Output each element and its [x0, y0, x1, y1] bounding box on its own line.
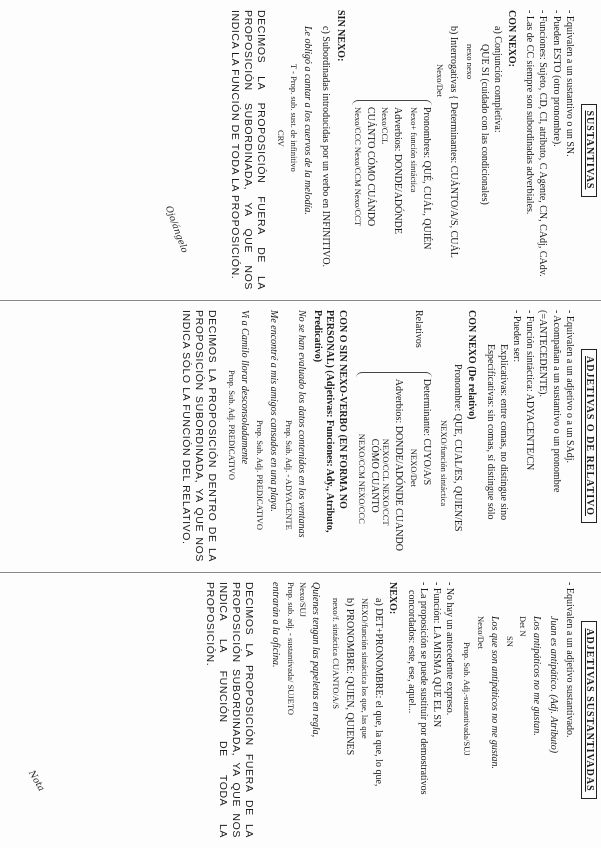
column-adjetivas: [0, 300, 601, 572]
bullet: - Equivalen a un adjetivo sustantivado.: [563, 582, 575, 738]
relativos-row: [354, 310, 434, 562]
example: Los que son antipáticos no me gustan.: [488, 616, 500, 770]
text: Pronombre: QUE, CUAL/ES, QUIEN/ES: [452, 364, 464, 532]
note: Nexo/Det: [475, 616, 486, 650]
note: Prop. Sub. Adj. - ADYACENTE: [283, 420, 294, 530]
note: Nexo/Det: [434, 64, 445, 98]
note: NEXO/CCL NEXO/CCT: [381, 438, 392, 526]
text: a) Conjunción completiva:: [491, 26, 503, 133]
section-title: SUSTANTIVAS: [581, 104, 597, 197]
example: entrarán a la oficina.: [269, 582, 281, 668]
heading-con-nexo: CON NEXO:: [505, 10, 517, 67]
note: CRV: [275, 130, 286, 147]
text: Determinante: CUYO/A/S: [420, 378, 432, 486]
heading-sin-nexo: SIN NEXO:: [334, 10, 346, 62]
handwritten-note: Ojo/ángelo: [162, 204, 190, 255]
note: nexo nexo: [465, 44, 476, 80]
text: b) PRONOMBRE: QUIEN, QUIENES: [343, 598, 355, 756]
closing-statement: DECIMOS LA PROPOSICIÓN FUERA DE LA PROPOSICIÓN SUBORDINADA, YA QUE NOS INDICA LA FUNCIÓN DE TODA LA PROPOSICIÓN.: [228, 10, 267, 290]
bullet: - Pueden ESTO (otro pronombre).: [550, 10, 562, 147]
note: Prop. sub. adj. - sustantivada/ SUJETO: [285, 582, 296, 716]
example: Los antipáticos no me gustan.: [531, 616, 543, 736]
section-title: ADJETIVAS O DE RELATIVO: [581, 349, 597, 523]
text: CUÁNTO CÓMO CUÁNDO: [364, 107, 376, 227]
bullet: - Pueden ser:: [510, 310, 522, 363]
bullet: - No hay un antecedente expreso.: [444, 582, 456, 716]
bullet: - Funciones: Sujeto, CD, CI, atributo, C Agente, CN, CAdj, CAdv.: [537, 10, 549, 277]
bullet: - Función: LA MISMA QUE EL SN: [430, 582, 442, 728]
text: Adverbios: DONDE/ADÓNDE CUANDO: [393, 378, 405, 551]
text: QUE SI (cuidado con las condicionales): [478, 44, 490, 205]
bullet: - Acompañan a un sustantivo o un pronombre: [550, 310, 562, 493]
note: NEXO/función sintáctica: [438, 420, 449, 507]
text: a) DET+PRONOMBRE: el que, la que, lo que,: [373, 598, 385, 787]
note: NEXO/CCM NEXO/CCC: [356, 433, 367, 524]
column-adjetivas-sustantivadas: [0, 572, 601, 848]
note: Nexo/SUJ: [298, 582, 309, 617]
note: T - Prop. sub. sust. de infinitivo: [288, 64, 299, 172]
note: Prop. Sub. Adj. PREDICATIVO: [226, 370, 237, 481]
note: Det N: [518, 616, 529, 637]
bullet: - Equivalen a un adjetivo o a un SAdj.: [563, 310, 575, 464]
brace-group: [356, 372, 432, 551]
note: Nexo/CCC Nexo/CCM Nexo/CCT: [352, 107, 363, 227]
bullet: - Función sintáctica: ADYACENTE/CN: [524, 310, 536, 471]
brace-group: [352, 100, 432, 290]
text: CÓMO CUANTO: [368, 438, 380, 513]
handwritten-signature: Nota: [26, 768, 46, 794]
bullet: - Las de CC siempre son subordinadas adverbiales.: [524, 10, 536, 215]
text: Especificativas: sin comas, sí distingue sólo: [484, 344, 496, 520]
example: Juan es antipático. (Adj. Atributo): [547, 616, 559, 754]
column-sustantivas: [0, 0, 601, 300]
text: Explicativas: entre comas, no distingue sino: [497, 344, 509, 521]
example: Quienes tengan las papeletas en regla,: [310, 582, 322, 738]
example: Vi a Camilo llorar desconsoladamente: [239, 310, 251, 465]
text: Relativos: [412, 310, 424, 348]
note: Nexo/CCL: [380, 107, 391, 145]
bullet: - Equivalen a un sustantivo o un SN.: [563, 10, 575, 157]
example: No se han evaluado los datos contenidos en los ventanas: [295, 310, 307, 538]
note: Prop. Sub. Adj.-sustantivada/SUJ: [462, 642, 473, 756]
note: nexo/f. sintáctica CUANTO/A/S: [330, 598, 341, 710]
heading-sin-nexo: CON O SIN NEXO-VERBO (EN FORMA NO PERSONAL) (Adjetivas: Funciones: Ady., Atributo, Predicativo): [312, 310, 348, 533]
note: NEXO/Det: [408, 448, 419, 488]
bullet: - La proposición se puede sustituir por demostrativos concordados: este, ese, aquel...: [405, 582, 429, 795]
closing-statement: DECIMOS LA PROPOSICIÓN FUERA DE LA PROPOSICIÓN SUBORDINADA, YA QUE NOS INDICA LA FUNCIÓN DE TODA LA PROPOSICIÓN.: [203, 582, 255, 838]
example: Le obligó a cantar a los cuervos de la melodía.: [302, 26, 314, 215]
text: b) Interrogativas { Determinantes: CUÁNTO/A/S, CUÁL: [448, 26, 460, 258]
text: Adverbios: DONDE/ADÓNDE: [392, 107, 404, 234]
bullet: (=ANTECEDENTE).: [537, 310, 549, 398]
text: c) Subordinadas introducidas por un verbo en INFINITIVO.: [320, 26, 332, 268]
text: Pronombres: QUÉ, CUÁL, QUIÉN: [420, 107, 432, 250]
heading-con-nexo: CON NEXO (De relativo): [466, 310, 478, 420]
heading-nexo: NEXO:: [387, 582, 399, 615]
note: Nexo+ función sintáctica: [408, 107, 419, 193]
closing-statement: DECIMOS LA PROPOSICIÓN DENTRO DE LA PROPOSICIÓN SUBORDINADA, YA QUE NOS INDICA SÓLO LA FUNCIÓN DEL RELATIVO.: [179, 310, 218, 562]
note: SN: [504, 636, 515, 647]
note: Prop. Sub. Adj. PREDICATIVO: [255, 420, 266, 531]
example: Me encontré a mis amigos cansados en una playa.: [267, 310, 279, 512]
note: NEXO/función sintáctica los que, las que: [359, 598, 370, 739]
section-title: ADJETIVAS SUSTANTIVADAS: [581, 621, 597, 798]
